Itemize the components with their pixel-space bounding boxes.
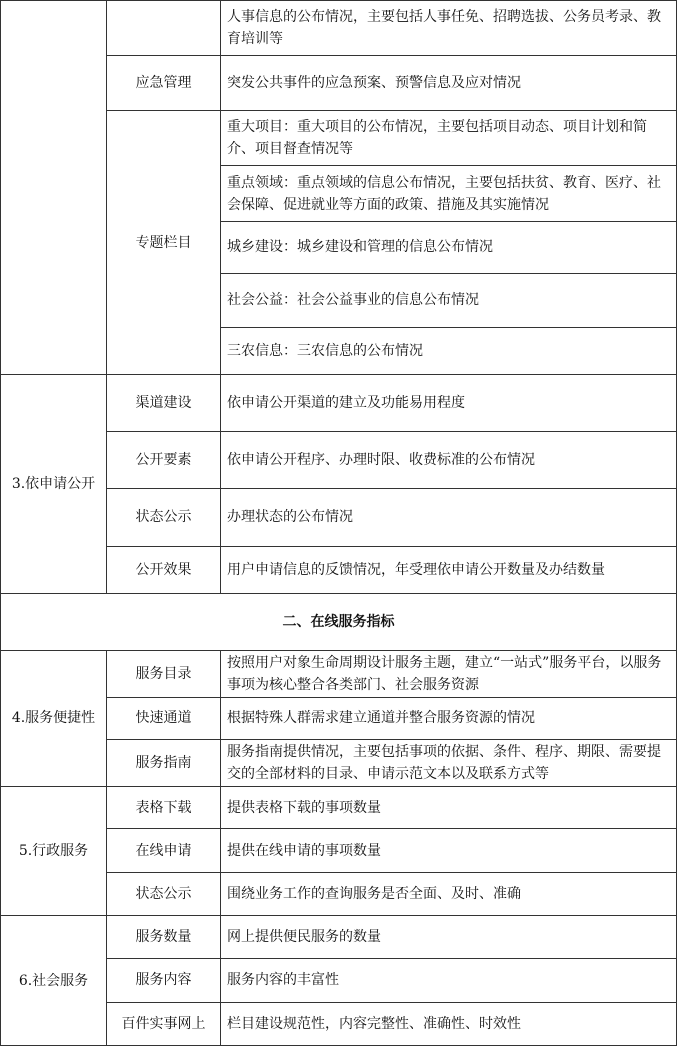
description-cell: 重点领域：重点领域的信息公布情况，主要包括扶贫、教育、医疗、社会保障、促进就业等方面的政策、措施及其实施情况 (221, 166, 677, 221)
item-cell: 快速通道 (107, 697, 221, 739)
section-heading: 二、在线服务指标 (1, 593, 677, 650)
item-cell: 专题栏目 (107, 111, 221, 375)
item-cell-continued (107, 1, 221, 56)
item-cell: 服务指南 (107, 740, 221, 787)
category-cell: 3.依申请公开 (1, 375, 107, 594)
description-cell: 网上提供便民服务的数量 (221, 916, 677, 958)
description-cell: 围绕业务工作的查询服务是否全面、及时、准确 (221, 873, 677, 916)
item-cell: 应急管理 (107, 56, 221, 111)
description-cell: 依申请公开程序、办理时限、收费标准的公布情况 (221, 432, 677, 489)
item-cell: 表格下载 (107, 787, 221, 829)
item-cell: 公开效果 (107, 546, 221, 593)
item-cell: 服务数量 (107, 916, 221, 958)
description-cell: 办理状态的公布情况 (221, 489, 677, 546)
item-cell: 渠道建设 (107, 375, 221, 432)
description-cell: 重大项目：重大项目的公布情况，主要包括项目动态、项目计划和简介、项目督查情况等 (221, 111, 677, 166)
item-cell: 状态公示 (107, 489, 221, 546)
item-cell: 在线申请 (107, 829, 221, 873)
description-cell: 依申请公开渠道的建立及功能易用程度 (221, 375, 677, 432)
table-row (1, 787, 677, 829)
item-cell: 公开要素 (107, 432, 221, 489)
item-cell: 状态公示 (107, 873, 221, 916)
category-cell: 5.行政服务 (1, 787, 107, 916)
item-cell: 百件实事网上 (107, 1002, 221, 1045)
description-cell: 三农信息：三农信息的公布情况 (221, 327, 677, 374)
description-cell: 人事信息的公布情况，主要包括人事任免、招聘选拔、公务员考录、教育培训等 (221, 1, 677, 56)
table-row (1, 916, 677, 958)
description-cell: 栏目建设规范性，内容完整性、准确性、时效性 (221, 1002, 677, 1045)
category-cell-continued (1, 1, 107, 375)
description-cell: 根据特殊人群需求建立通道并整合服务资源的情况 (221, 697, 677, 739)
table-row (1, 1, 677, 56)
table-row (1, 650, 677, 697)
description-cell: 用户申请信息的反馈情况，年受理依申请公开数量及办结数量 (221, 546, 677, 593)
description-cell: 服务内容的丰富性 (221, 958, 677, 1002)
description-cell: 突发公共事件的应急预案、预警信息及应对情况 (221, 56, 677, 111)
category-cell: 4.服务便捷性 (1, 650, 107, 786)
description-cell: 提供在线申请的事项数量 (221, 829, 677, 873)
description-cell: 按照用户对象生命周期设计服务主题，建立“一站式”服务平台，以服务事项为核心整合各类部门、社会服务资源 (221, 650, 677, 697)
item-cell: 服务目录 (107, 650, 221, 697)
category-cell: 6.社会服务 (1, 916, 107, 1046)
section-row (1, 593, 677, 650)
description-cell: 服务指南提供情况，主要包括事项的依据、条件、程序、期限、需要提交的全部材料的目录、申请示范文本以及联系方式等 (221, 740, 677, 787)
description-cell: 提供表格下载的事项数量 (221, 787, 677, 829)
description-cell: 城乡建设：城乡建设和管理的信息公布情况 (221, 221, 677, 273)
table-row (1, 375, 677, 432)
item-cell: 服务内容 (107, 958, 221, 1002)
description-cell: 社会公益：社会公益事业的信息公布情况 (221, 273, 677, 327)
